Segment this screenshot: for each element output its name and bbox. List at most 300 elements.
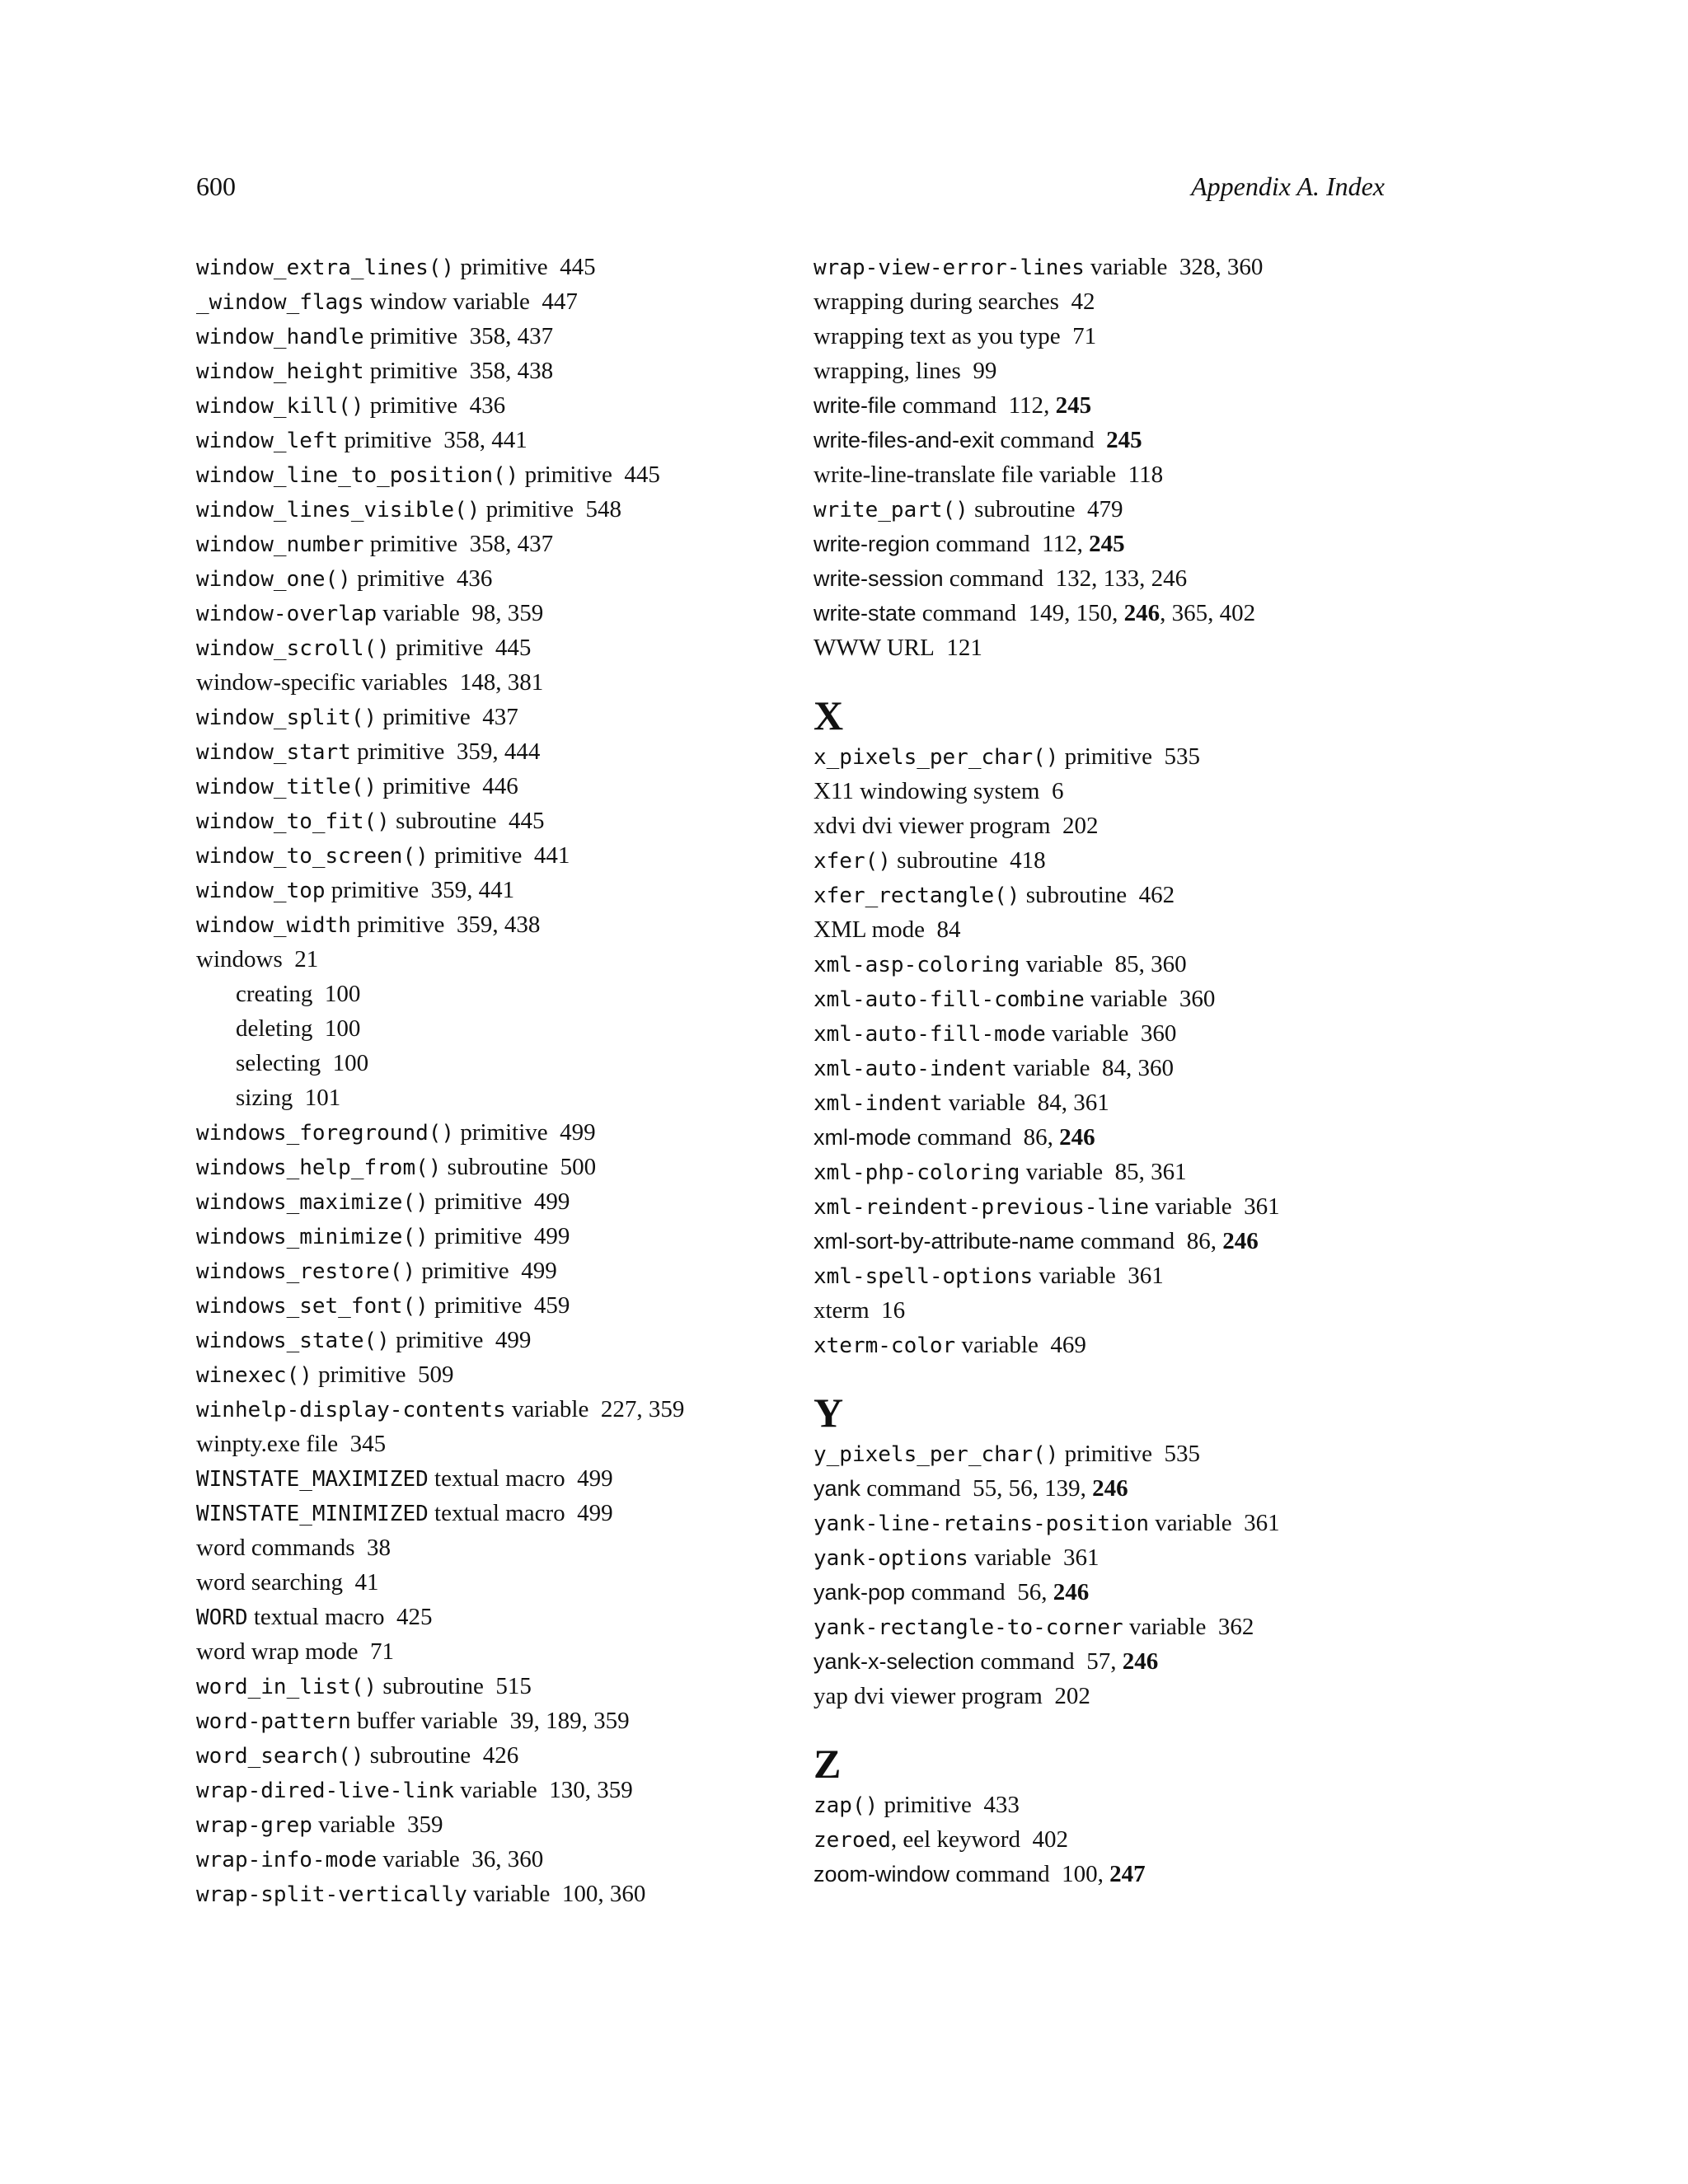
page-references [1179,986,1216,1012]
page-reference[interactable]: 359 [597,1777,633,1803]
index-term-type: variable [955,1332,1039,1358]
index-term: word commands [196,1535,355,1561]
index-term-type: command [930,531,1030,557]
index-entry [814,982,1280,1016]
page-references: 130, 359 [549,1777,633,1803]
index-term-type: buffer variable [350,1708,499,1734]
index-subentry [196,977,684,1011]
index-entry [196,596,684,630]
index-term-type: primitive [389,635,484,661]
page-reference[interactable]: 499 [577,1465,613,1492]
index-term-type: primitive [518,462,612,488]
index-term: zeroed [814,1828,891,1853]
page-reference[interactable]: 459 [533,1292,570,1319]
page-reference[interactable]: 118 [1128,462,1164,488]
index-term-type: command [950,1861,1050,1887]
index-term-type: variable [1149,1510,1232,1536]
index-term-type: primitive [454,254,548,280]
section-letter: Z [814,1741,842,1787]
page-reference[interactable]: 149 [1028,600,1065,626]
page-reference[interactable]: 499 [533,1188,570,1215]
index-term: yank-x-selection [814,1649,975,1674]
page-reference[interactable]: 21 [294,946,319,972]
index-term: windows_minimize() [196,1225,429,1249]
page-reference[interactable]: 499 [577,1500,613,1526]
page-references: 39, 189, 359 [509,1708,630,1734]
index-entry [196,1773,684,1807]
page-reference[interactable]: 358 [469,531,506,557]
index-term-type: command [943,565,1044,592]
index-entry [814,1857,1280,1891]
page-references: 84, 360 [1101,1055,1174,1081]
section-spacer [814,1713,1280,1740]
index-term-type: textual macro [428,1500,565,1526]
page-reference[interactable]: 84 [936,916,961,943]
index-entry [196,1392,684,1427]
page-reference[interactable]: 445 [495,635,532,661]
index-term: yank-options [814,1546,968,1571]
page-reference[interactable]: 132 [1055,565,1092,592]
index-term-type: primitive [350,565,445,592]
page-references: 55, 56, 139, 246 [973,1475,1128,1502]
page-reference[interactable]: 499 [521,1258,557,1284]
index-term: word searching [196,1569,343,1596]
page-reference[interactable]: 358 [469,323,506,349]
page-reference[interactable]: 444 [504,738,541,765]
page-reference[interactable]: 36 [471,1846,496,1872]
index-entry [814,1540,1280,1575]
page-reference[interactable]: 246 [1059,1124,1095,1151]
index-term-type: command [905,1579,1006,1605]
page-reference[interactable]: 246 [1092,1475,1128,1502]
page-references: 328, 360 [1179,254,1264,280]
page-reference[interactable]: 246 [1123,600,1160,626]
index-term-type: variable [1149,1193,1232,1220]
index-term: windows_restore() [196,1259,416,1284]
page-reference[interactable]: 16 [881,1297,906,1324]
page-reference[interactable]: 246 [1222,1228,1259,1254]
index-term-type: variable [968,1544,1052,1571]
page-reference[interactable]: 42 [1071,288,1095,315]
page-references [354,1569,378,1596]
index-entry [196,700,684,734]
index-term-type: variable [505,1396,589,1422]
page-reference[interactable]: 6 [1051,778,1064,804]
page-reference[interactable]: 365 [1171,600,1208,626]
page-references: 85, 361 [1114,1159,1187,1185]
page-reference[interactable]: 437 [517,531,554,557]
page-reference[interactable]: 359 [593,1708,630,1734]
index-term: write-session [814,566,944,591]
page-reference[interactable]: 358 [443,427,480,453]
page-references [1141,1020,1177,1047]
index-term-type: , eel keyword [890,1826,1020,1853]
index-term: wrap-dired-live-link [196,1779,455,1803]
index-entry [814,1471,1280,1506]
index-term: WORD [196,1605,248,1630]
page-reference[interactable]: 100 [324,1015,361,1042]
index-entry [814,1575,1280,1610]
index-entry [814,561,1280,596]
page-reference[interactable]: 499 [495,1327,532,1353]
page-reference[interactable]: 247 [1109,1861,1146,1887]
page-reference[interactable]: 436 [456,565,493,592]
page-references [1128,1263,1164,1289]
page-references: 84, 361 [1037,1090,1109,1116]
page-references [483,1742,519,1769]
index-term-type: primitive [325,877,420,903]
index-term: window_top [196,879,326,903]
page-reference[interactable]: 359 [407,1811,443,1838]
index-term-type: variable [1033,1263,1116,1289]
page-reference[interactable]: 438 [517,358,554,384]
index-subentry [196,1080,684,1115]
page-reference[interactable]: 130 [549,1777,585,1803]
page-references: 57, 246 [1086,1648,1159,1675]
index-entry [814,808,1280,843]
page-references [305,1085,341,1111]
page-reference[interactable]: 361 [1151,1159,1187,1185]
page-reference[interactable]: 436 [469,392,506,419]
index-column-right [814,250,1280,1891]
page-reference[interactable]: 447 [542,288,578,315]
page-reference[interactable]: 98 [471,600,496,626]
page-reference[interactable]: 84 [1101,1055,1126,1081]
page-reference[interactable]: 245 [1106,427,1142,453]
page-reference[interactable]: 133 [1103,565,1140,592]
page-reference[interactable]: 86 [1023,1124,1048,1151]
section-letter: X [814,692,844,738]
index-term-type: subroutine [389,808,497,834]
index-term: sizing [236,1085,293,1111]
index-term-type: variable [1123,1614,1207,1640]
index-term-type: primitive [338,427,432,453]
index-entry [196,1323,684,1357]
index-entry [814,630,1280,665]
page-references [521,1258,557,1284]
index-entry [196,1565,684,1600]
page-reference[interactable]: 100 [561,1881,598,1907]
index-term: xml-auto-indent [814,1057,1007,1081]
page-reference[interactable]: 345 [349,1431,387,1457]
index-term: write_part() [814,498,968,523]
page-reference[interactable]: 361 [1244,1193,1280,1220]
page-reference[interactable]: 359 [456,738,493,765]
page-reference[interactable]: 535 [1164,1441,1200,1467]
page-reference[interactable]: 148 [459,669,496,696]
page-reference[interactable]: 360 [1179,986,1216,1012]
page-reference[interactable]: 189 [546,1708,582,1734]
page-reference[interactable]: 55 [973,1475,997,1502]
index-term: windows_maximize() [196,1190,429,1215]
page-references: 227, 359 [600,1396,685,1422]
page-reference[interactable]: 515 [495,1673,532,1699]
index-entry [196,1738,684,1773]
page-reference[interactable]: 359 [456,912,493,938]
section-spacer [814,1362,1280,1389]
page-reference[interactable]: 202 [1054,1683,1090,1709]
index-term: window_scroll() [196,636,390,661]
page-reference[interactable]: 548 [585,496,621,523]
page-reference[interactable]: 246 [1053,1579,1090,1605]
index-term: window_title() [196,775,377,799]
index-entry [814,739,1280,774]
index-term: wrap-grep [196,1813,312,1838]
index-term: WINSTATE_MINIMIZED [196,1502,429,1526]
index-term-type: variable [1084,254,1168,280]
page-reference[interactable]: 358 [469,358,506,384]
page-reference[interactable]: 245 [1089,531,1125,557]
page-references: 86, 246 [1023,1124,1095,1151]
index-entry [814,596,1280,630]
index-term-type: textual macro [247,1604,385,1630]
index-entry [196,1357,684,1392]
page-reference[interactable]: 245 [1055,392,1092,419]
page-references: 86, 246 [1186,1228,1259,1254]
index-entry [814,423,1280,457]
index-term-type: primitive [415,1258,509,1284]
index-entry [196,1150,684,1184]
page-references: 149, 150, 246, 365, 402 [1028,600,1256,626]
page-reference[interactable]: 500 [560,1154,597,1180]
index-entry [196,1669,684,1704]
index-entry [814,1293,1280,1328]
page-reference[interactable]: 361 [1128,1263,1164,1289]
page-reference[interactable]: 85 [1114,951,1139,977]
page-reference[interactable]: 246 [1151,565,1188,592]
page-reference[interactable]: 362 [1217,1614,1254,1640]
page-reference[interactable]: 425 [396,1604,433,1630]
page-reference[interactable]: 418 [1010,847,1046,874]
page-reference[interactable]: 361 [1073,1090,1109,1116]
index-entry [196,942,684,977]
index-term: windows [196,946,283,972]
page-reference[interactable]: 499 [560,1119,596,1146]
page-reference[interactable]: 360 [1151,951,1187,977]
page-references: 100, 247 [1062,1861,1146,1887]
index-entry [814,457,1280,492]
index-entry [196,561,684,596]
page-reference[interactable]: 84 [1037,1090,1062,1116]
index-term: word_search() [196,1744,364,1769]
page-reference[interactable]: 100 [332,1050,369,1076]
page-references [1244,1510,1280,1536]
page-references [407,1811,443,1838]
page-references [1054,1683,1090,1709]
page-reference[interactable]: 328 [1179,254,1216,280]
page-references [534,1188,570,1215]
page-references [418,1361,454,1388]
index-term: window-specific variables [196,669,448,696]
index-entry [196,1704,684,1738]
page-reference[interactable]: 360 [507,1846,544,1872]
page-reference[interactable]: 360 [1140,1020,1177,1047]
page-references [470,392,506,419]
index-entry [196,1877,684,1911]
index-entry [196,250,684,284]
page-reference[interactable]: 85 [1114,1159,1139,1185]
index-column-left [196,250,684,1911]
index-entry [196,527,684,561]
page-reference[interactable]: 112 [1042,531,1077,557]
index-term-type: command [896,392,997,419]
index-entry [814,527,1280,561]
page-references [1071,288,1095,315]
index-entry [814,1506,1280,1540]
page-reference[interactable]: 509 [417,1361,454,1388]
page-reference[interactable]: 359 [507,600,544,626]
page-reference[interactable]: 227 [600,1396,637,1422]
page-reference[interactable]: 446 [482,773,518,799]
index-term: xfer_rectangle() [814,883,1020,908]
page-reference[interactable]: 71 [1072,323,1097,349]
index-term: wrapping during searches [814,288,1059,315]
index-entry [814,1328,1280,1362]
page-references [333,1050,369,1076]
page-references: 359, 441 [430,877,515,903]
index-entry [814,1788,1280,1822]
page-references [1218,1614,1254,1640]
page-reference[interactable]: 445 [624,462,660,488]
page-reference[interactable]: 462 [1138,882,1175,908]
index-term-type: primitive [363,531,458,557]
page-reference[interactable]: 445 [509,808,545,834]
index-term: word-pattern [196,1709,351,1734]
page-reference[interactable]: 112 [1008,392,1044,419]
page-references [396,1604,433,1630]
page-references: 358, 437 [469,531,554,557]
page-reference[interactable]: 433 [983,1792,1020,1818]
index-term: window-overlap [196,602,377,626]
index-term: xml-mode [814,1125,912,1150]
index-term-type: file variable [995,462,1117,488]
index-entry [814,354,1280,388]
page-reference[interactable]: 426 [482,1742,519,1769]
page-references [367,1535,391,1561]
page-reference[interactable]: 41 [354,1569,379,1596]
page-reference[interactable]: 359 [648,1396,685,1422]
page-reference[interactable]: 150 [1076,600,1113,626]
index-term: winhelp-display-contents [196,1398,506,1422]
page-reference[interactable]: 121 [946,635,982,661]
page-reference[interactable]: 499 [533,1223,570,1249]
page-references [560,1119,596,1146]
page-references [294,946,318,972]
page-reference[interactable]: 441 [533,842,570,869]
page-reference[interactable]: 402 [1219,600,1256,626]
page-reference[interactable]: 100 [1062,1861,1098,1887]
index-term: selecting [236,1050,321,1076]
page-reference[interactable]: 56 [1008,1475,1033,1502]
page-references [1050,1332,1086,1358]
section-letter: Y [814,1390,844,1436]
page-references: 358, 438 [469,358,554,384]
index-term: WINSTATE_MAXIMIZED [196,1467,429,1492]
page-reference[interactable]: 359 [430,877,467,903]
page-reference[interactable]: 437 [517,323,554,349]
page-reference[interactable]: 360 [1226,254,1264,280]
index-term-type: command [974,1648,1075,1675]
page-reference[interactable]: 39 [509,1708,534,1734]
page-reference[interactable]: 360 [1137,1055,1174,1081]
index-term-type: command [860,1475,961,1502]
index-entry [196,665,684,700]
page-references [325,1015,361,1042]
index-entry [196,873,684,907]
index-entry [814,284,1280,319]
index-entry [196,1634,684,1669]
page-reference[interactable]: 57 [1086,1648,1111,1675]
page-references [560,254,596,280]
index-term: window_width [196,913,351,938]
index-term-type: textual macro [428,1465,565,1492]
page-reference[interactable]: 360 [609,1881,646,1907]
page-reference[interactable]: 402 [1032,1826,1068,1853]
index-term: xml-sort-by-attribute-name [814,1229,1075,1254]
page-reference[interactable]: 38 [367,1535,391,1561]
page-references [482,704,518,730]
page-reference[interactable]: 99 [973,358,997,384]
index-term-type: variable [454,1777,537,1803]
index-term-type: variable [1084,986,1168,1012]
index-term-type: command [994,427,1095,453]
index-entry [814,1436,1280,1471]
page-reference[interactable]: 361 [1062,1544,1100,1571]
index-term: window_extra_lines() [196,255,455,280]
index-entry [196,1496,684,1530]
index-entry [196,388,684,423]
index-entry [196,838,684,873]
page-reference[interactable]: 469 [1050,1332,1086,1358]
page-reference[interactable]: 441 [478,877,515,903]
page-reference[interactable]: 71 [370,1638,395,1665]
page-reference[interactable]: 445 [560,254,596,280]
index-term-type: primitive [878,1792,972,1818]
page-reference[interactable]: 535 [1164,743,1200,770]
page-references [577,1465,613,1492]
page-reference[interactable]: 100 [324,981,361,1007]
page-reference[interactable]: 479 [1087,496,1123,523]
index-term-type: window variable [363,288,530,315]
page-reference[interactable]: 438 [504,912,541,938]
index-entry [196,1219,684,1254]
index-term: window_height [196,359,364,384]
index-entry [196,804,684,838]
page-reference[interactable]: 246 [1122,1648,1159,1675]
index-term-type: variable [1020,1159,1104,1185]
page-reference[interactable]: 437 [482,704,518,730]
page-reference[interactable]: 56 [1017,1579,1042,1605]
index-term: window_kill() [196,394,364,419]
index-term: winpty.exe file [196,1431,339,1457]
page-references [482,773,518,799]
index-term-type: primitive [428,1188,523,1215]
index-entry [814,1644,1280,1679]
page-reference[interactable]: 86 [1186,1228,1211,1254]
index-term: xterm [814,1297,870,1324]
section-spacer [814,665,1280,691]
page-reference[interactable]: 381 [507,669,544,696]
index-term: window_to_screen() [196,844,429,869]
page-reference[interactable]: 361 [1244,1510,1280,1536]
page-reference[interactable]: 101 [304,1085,341,1111]
page-reference[interactable]: 139 [1044,1475,1081,1502]
page-reference[interactable]: 441 [491,427,528,453]
page-references [495,1327,532,1353]
page-references [937,916,961,943]
page-reference[interactable]: 202 [1062,813,1099,839]
index-term-type: primitive [428,1223,523,1249]
